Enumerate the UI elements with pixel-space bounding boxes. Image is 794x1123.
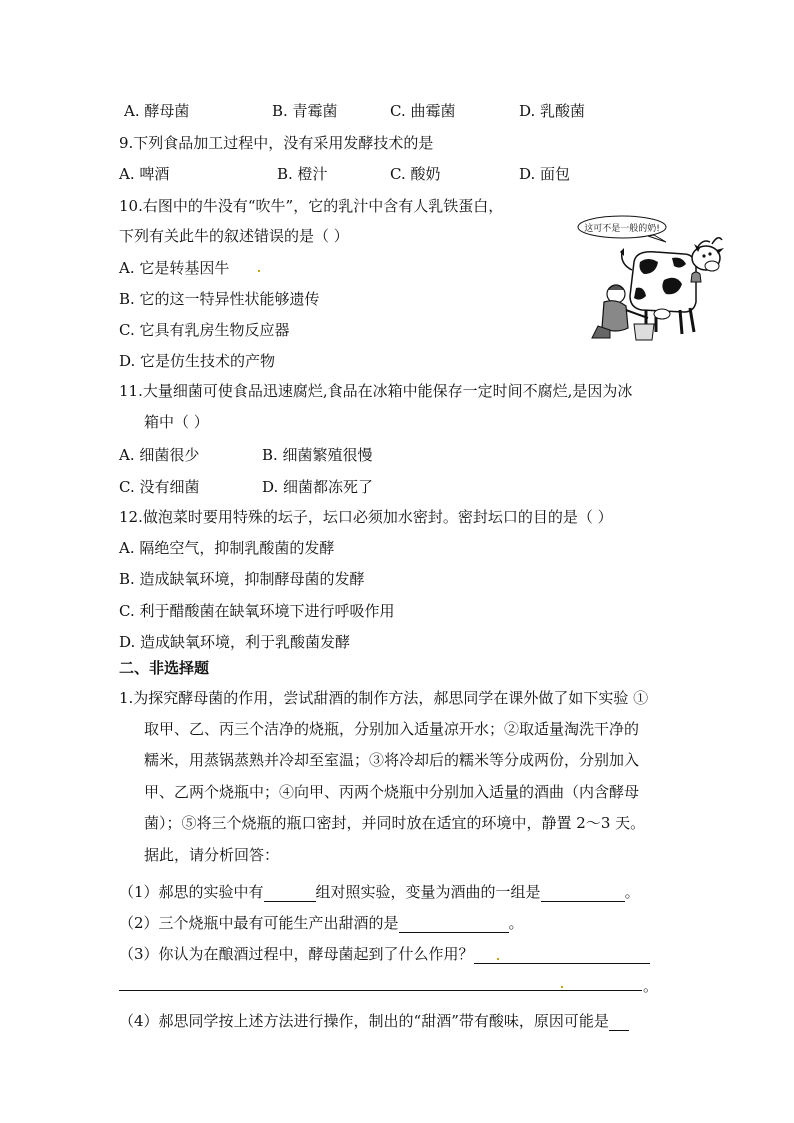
q8-option-b: B. 青霉菌 [272, 102, 338, 120]
sub3 [119, 944, 650, 964]
q9-option-d: D. 面包 [519, 165, 571, 183]
q11-option-d: D. 细菌都冻死了 [262, 478, 374, 496]
q10-option-c: C. 它具有乳房生物反应器 [119, 321, 290, 339]
sub1 [119, 882, 640, 902]
q10-option-d: D. 它是仿生技术的产物 [119, 352, 276, 370]
q11-stem-line1: 11.大量细菌可使食品迅速腐烂,食品在冰箱中能保存一定时间不腐烂,是因为冰 [119, 382, 633, 400]
q11-stem-line2: 箱中（ ） [144, 413, 209, 431]
q11-option-a: A. 细菌很少 [119, 446, 200, 464]
sub1-text-a: （1）郝思的实验中有 [119, 883, 264, 901]
section-title: 二、非选择题 [119, 659, 210, 677]
q10-option-b: B. 它的这一特异性状能够遗传 [119, 290, 320, 308]
p1-line-2: 取甲、乙、丙三个洁净的烧瓶，分别加入适量凉开水；②取适量淘洗干净的 [144, 720, 640, 738]
sub3-text: （3）你认为在酿酒过程中，酵母菌起到了什么作用？ [119, 945, 474, 963]
sub1-blank-1[interactable] [264, 885, 316, 902]
q8-option-d: D. 乳酸菌 [519, 102, 586, 120]
speech-bubble-text: 这可不是一般的奶! [584, 224, 660, 234]
sub4 [119, 1011, 629, 1031]
sub3-blank-1[interactable] [474, 947, 650, 964]
p1-line-1: 1.为探究酵母菌的作用，尝试甜酒的制作方法，郝思同学在课外做了如下实验 ① [119, 689, 649, 707]
q12-option-b: B. 造成缺氧环境，抑制酵母菌的发酵 [119, 570, 365, 588]
q11-option-c: C. 没有细菌 [119, 478, 200, 496]
sub1-blank-2[interactable] [541, 885, 625, 902]
sub2 [119, 913, 524, 933]
q9-option-c: C. 酸奶 [390, 165, 441, 183]
q12-option-c: C. 利于醋酸菌在缺氧环境下进行呼吸作用 [119, 602, 395, 620]
q11-option-b: B. 细菌繁殖很慢 [262, 446, 373, 464]
p1-line-6: 据此，请分析回答： [144, 846, 280, 864]
q8-option-c: C. 曲霉菌 [390, 102, 456, 120]
q8-option-a: A. 酵母菌 [124, 102, 190, 120]
sub3-end: 。 [643, 977, 659, 995]
p1-line-5: 菌）；⑤将三个烧瓶的瓶口密封，并同时放在适宜的环境中，静置 2～3 天。 [144, 814, 646, 832]
sub4-text: （4）郝思同学按上述方法进行操作，制出的“甜酒”带有酸味，原因可能是 [119, 1012, 609, 1030]
q12-option-a: A. 隔绝空气，抑制乳酸菌的发酵 [119, 539, 335, 557]
sub1-end: 。 [624, 883, 640, 901]
sub3-blank-2[interactable] [119, 990, 642, 991]
q10-stem-line2: 下列有关此牛的叙述错误的是（ ） [119, 227, 349, 245]
p1-line-3: 糯米，用蒸锅蒸熟并冷却至室温；③将冷却后的糯米等分成两份，分别加入 [144, 751, 640, 769]
sub2-text: （2）三个烧瓶中最有可能生产出甜酒的是 [119, 914, 399, 932]
q9-stem: 9.下列食品加工过程中，没有采用发酵技术的是 [119, 134, 434, 152]
sub2-blank[interactable] [399, 916, 509, 933]
cow-illustration [576, 214, 730, 344]
p1-line-4: 甲、乙两个烧瓶中；④向甲、丙两个烧瓶中分别加入适量的酒曲（内含酵母 [144, 783, 640, 801]
stray-dot [258, 270, 260, 272]
sub1-text-b: 组对照实验，变量为酒曲的一组是 [315, 883, 541, 901]
q10-stem-line1: 10.右图中的牛没有“吹牛”，它的乳汁中含有人乳铁蛋白， [119, 197, 504, 215]
q9-option-a: A. 啤酒 [119, 165, 170, 183]
stray-dot [497, 958, 499, 960]
q12-stem: 12.做泡菜时要用特殊的坛子，坛口必须加水密封。密封坛口的目的是（ ） [119, 508, 613, 526]
sub4-blank[interactable] [609, 1014, 629, 1031]
q10-option-a: A. 它是转基因牛 [119, 259, 230, 277]
stray-dot [561, 986, 563, 988]
q9-option-b: B. 橙汁 [277, 165, 328, 183]
q12-option-d: D. 造成缺氧环境，利于乳酸菌发酵 [119, 633, 351, 651]
sub2-end: 。 [508, 914, 524, 932]
